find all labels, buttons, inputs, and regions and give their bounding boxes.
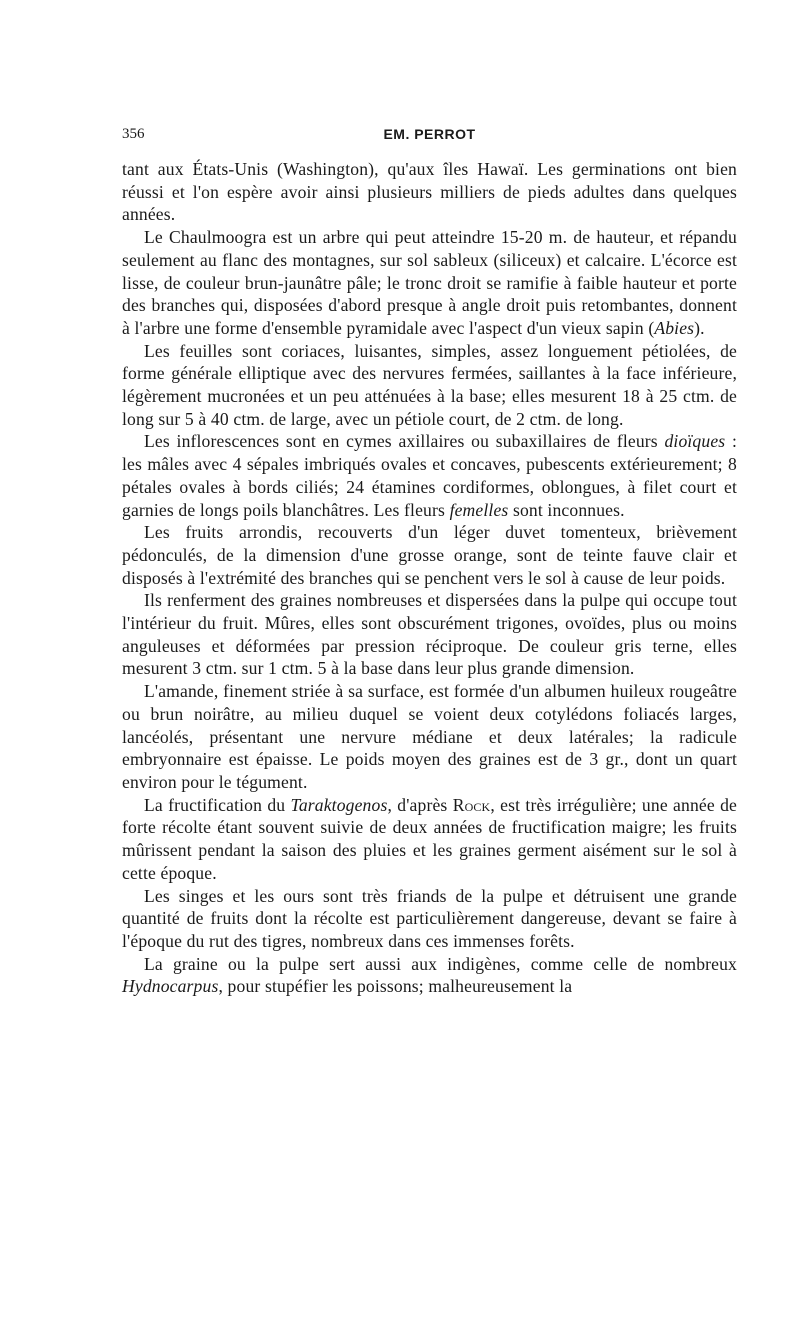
body-text	[122, 158, 737, 998]
text-run: , est très irrégulière; une année de forte récolte étant souvent suivie de deux années de fructification maigre; les fruits mûrissent pendant la saison des pluies et les graines germent aisément sur le sol à cette époque.	[122, 794, 737, 883]
text-run: tant aux États-Unis (Washington), qu'aux îles Hawaï. Les germinations ont bien réussi et l'on espère avoir ainsi plusieurs milliers de pieds adultes dans quelques années.	[122, 159, 737, 225]
paragraph	[122, 226, 737, 340]
italic-term: femelles	[449, 499, 509, 520]
text-run: L'amande, finement striée à sa surface, est formée d'un albumen huileux rougeâtre ou brun noirâtre, au milieu duquel se voient deux cotylédons foliacés larges, lancéolés, présentant une nervure médiane et deux latérales; la radicule embryonnaire est épaisse. Le poids moyen des graines est de 3 gr., dont un quart environ pour le tégument.	[122, 681, 737, 792]
paragraph	[122, 953, 737, 998]
italic-term: Abies	[654, 317, 695, 338]
paragraph	[122, 430, 737, 521]
text-run: La fructification du	[144, 794, 291, 815]
paragraph	[122, 158, 737, 226]
text-run: , pour stupéfier les poissons; malheureusement la	[218, 976, 573, 997]
page-header	[122, 124, 737, 144]
text-run: : les mâles avec 4 sépales imbriqués ovales et concaves, pubescents extérieurement; 8 pétales ovales à bords ciliés; 24 étamines cordiformes, oblongues, à filet court et garnies de longs poils blanchâtres. Les fleurs	[122, 431, 737, 520]
paragraph	[122, 794, 737, 885]
text-run: , d'après	[387, 794, 453, 815]
text-run: Les feuilles sont coriaces, luisantes, simples, assez longuement pétiolées, de forme générale elliptique avec des nervures fermées, saillantes à la face inférieure, légèrement mucronées et un peu atténuées à la base; elles mesurent 18 à 25 ctm. de long sur 5 à 40 ctm. de large, avec un pétiole court, de 2 ctm. de long.	[122, 340, 737, 429]
text-run: Les inflorescences sont en cymes axillaires ou subaxillaires de fleurs	[144, 431, 665, 452]
paragraph	[122, 680, 737, 794]
italic-term: Hydnocarpus	[122, 976, 219, 997]
text-run: Les fruits arrondis, recouverts d'un léger duvet tomenteux, brièvement pédonculés, de la dimension d'une grosse orange, sont de teinte fauve clair et disposés à l'extrémité des branches qui se penchent vers le sol à cause de leur poids.	[122, 522, 737, 588]
text-run: Ils renferment des graines nombreuses et dispersées dans la pulpe qui occupe tout l'intérieur du fruit. Mûres, elles sont obscurément trigones, ovoïdes, plus ou moins anguleuses et déformées par pression réciproque. De couleur gris terne, elles mesurent 3 ctm. sur 1 ctm. 5 à la base dans leur plus grande dimension.	[122, 590, 737, 679]
italic-term: Taraktogenos	[290, 794, 388, 815]
text-run: Les singes et les ours sont très friands de la pulpe et détruisent une grande quantité de fruits dont la récolte est particulièrement dangereuse, devant se faire à l'époque du rut des tigres, nombreux dans ces immenses forêts.	[122, 885, 737, 951]
italic-term: dioïques	[664, 431, 726, 452]
text-run: Le Chaulmoogra est un arbre qui peut atteindre 15-20 m. de hauteur, et répandu seulement au flanc des montagnes, sur sol sableux (siliceux) et calcaire. L'écorce est lisse, de couleur brun-jaunâtre pâle; le tronc droit se ramifie à faible hauteur et porte des branches qui, disposées d'abord presque à angle droit puis retombantes, donnent à l'arbre une forme d'ensemble pyramidale avec l'aspect d'un vieux sapin (	[122, 227, 737, 338]
text-run: sont inconnues.	[508, 499, 625, 520]
running-head: EM. PERROT	[383, 126, 476, 142]
paragraph	[122, 340, 737, 431]
paragraph	[122, 521, 737, 589]
paragraph	[122, 589, 737, 680]
text-run: La graine ou la pulpe sert aussi aux indigènes, comme celle de nombreux	[144, 953, 737, 974]
text-run: ).	[694, 317, 705, 338]
author-name: Rock	[452, 794, 491, 815]
paragraph	[122, 885, 737, 953]
page-number: 356	[122, 126, 145, 142]
